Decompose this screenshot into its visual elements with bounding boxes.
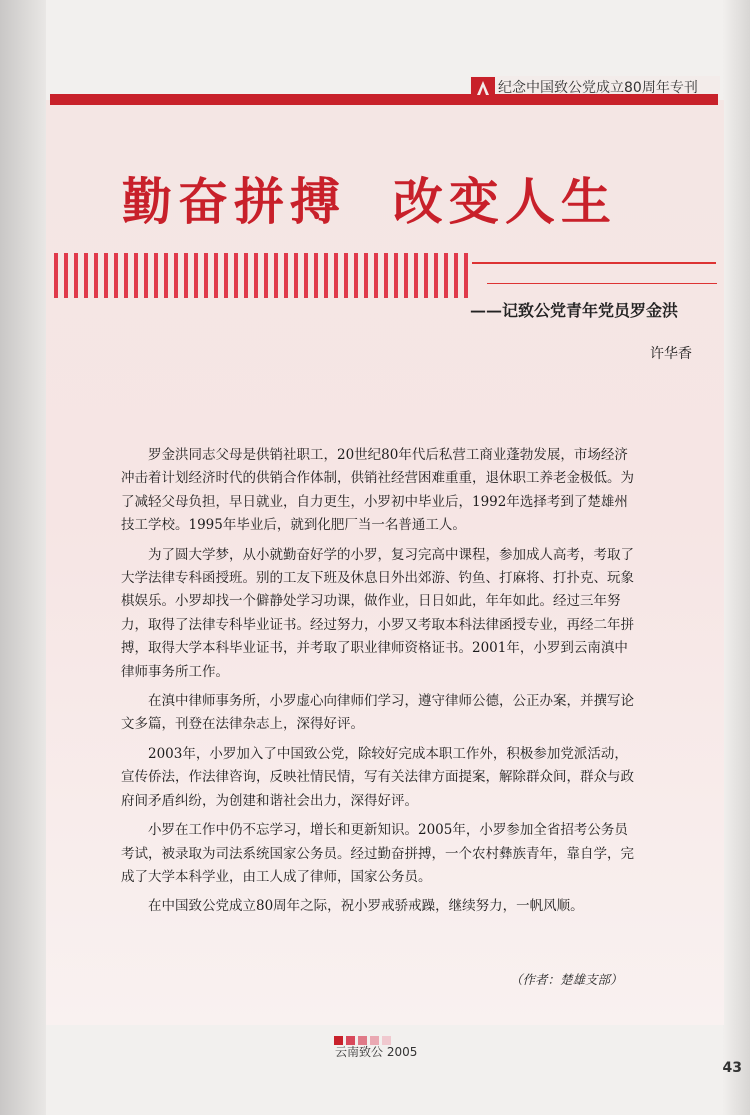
article-headline: 勤奋拼搏 改变人生 [122, 172, 617, 231]
party-logo-icon [471, 77, 495, 99]
page-edge-shadow [722, 0, 750, 1115]
body-paragraph: 在中国致公党成立80周年之际，祝小罗戒骄戒躁，继续努力，一帆风顺。 [148, 898, 584, 915]
body-paragraph: 为了圆大学梦，从小就勤奋好学的小罗，复习完高中课程，参加成人高考，考取了大学法律专科函授班。别的工友下班及休息日外出郊游、钓鱼、打麻将、打扑克、玩象棋娱乐。小罗却找一个僻静处学习功课，做作业，日日如此，年年如此。经过三年努力，取得了法律专科毕业证书。经过努力，小罗又考取本科法律函授专业，再经二年拼搏，取得大学本科毕业证书，并考取了职业律师资格证书。2001年，小罗到云南滇中律师事务所工作。 [121, 546, 634, 680]
body-paragraph: 在滇中律师事务所，小罗虚心向律师们学习，遵守律师公德，公正办案，并撰写论文多篇，刊登在法律杂志上，深得好评。 [121, 693, 634, 733]
body-paragraph: 小罗在工作中仍不忘学习，增长和更新知识。2005年，小罗参加全省招考公务员考试，被录取为司法系统国家公务员。经过勤奋拼搏，一个农村彝族青年，靠自学，完成了大学本科学业，由工人成了律师，国家公务员。 [121, 822, 634, 885]
decorative-stripes [54, 253, 472, 298]
page-gutter-shadow [0, 0, 46, 1115]
article-author: 许华香 [650, 346, 692, 362]
footer-publication: 云南致公 2005 [335, 1045, 418, 1059]
article-subtitle: ——记致公党青年党员罗金洪 [470, 301, 679, 320]
article-body [121, 444, 635, 925]
page-number: 43 [722, 1060, 742, 1076]
decorative-line [472, 262, 716, 264]
magazine-header-title: 纪念中国致公党成立80周年专刊 [498, 80, 698, 96]
footer-decoration [334, 1030, 414, 1039]
decorative-line [487, 283, 717, 284]
body-paragraph: 2003年，小罗加入了中国致公党，除较好完成本职工作外，积极参加党派活动，宣传侨法，作法律咨询，反映社情民情，写有关法律方面提案，解除群众间，群众与政府间矛盾纠纷，为创建和谐社会出力，深得好评。 [121, 745, 634, 809]
article-byline: （作者：楚雄支部） [510, 972, 623, 987]
body-paragraph: 罗金洪同志父母是供销社职工，20世纪80年代后私营工商业蓬勃发展，市场经济冲击着计划经济时代的供销合作体制，供销社经营困难重重，退休职工养老金极低。为了减轻父母负担，早日就业，自力更生，小罗初中毕业后，1992年选择考到了楚雄州技工学校。1995年毕业后，就到化肥厂当一名普通工人。 [121, 447, 634, 534]
